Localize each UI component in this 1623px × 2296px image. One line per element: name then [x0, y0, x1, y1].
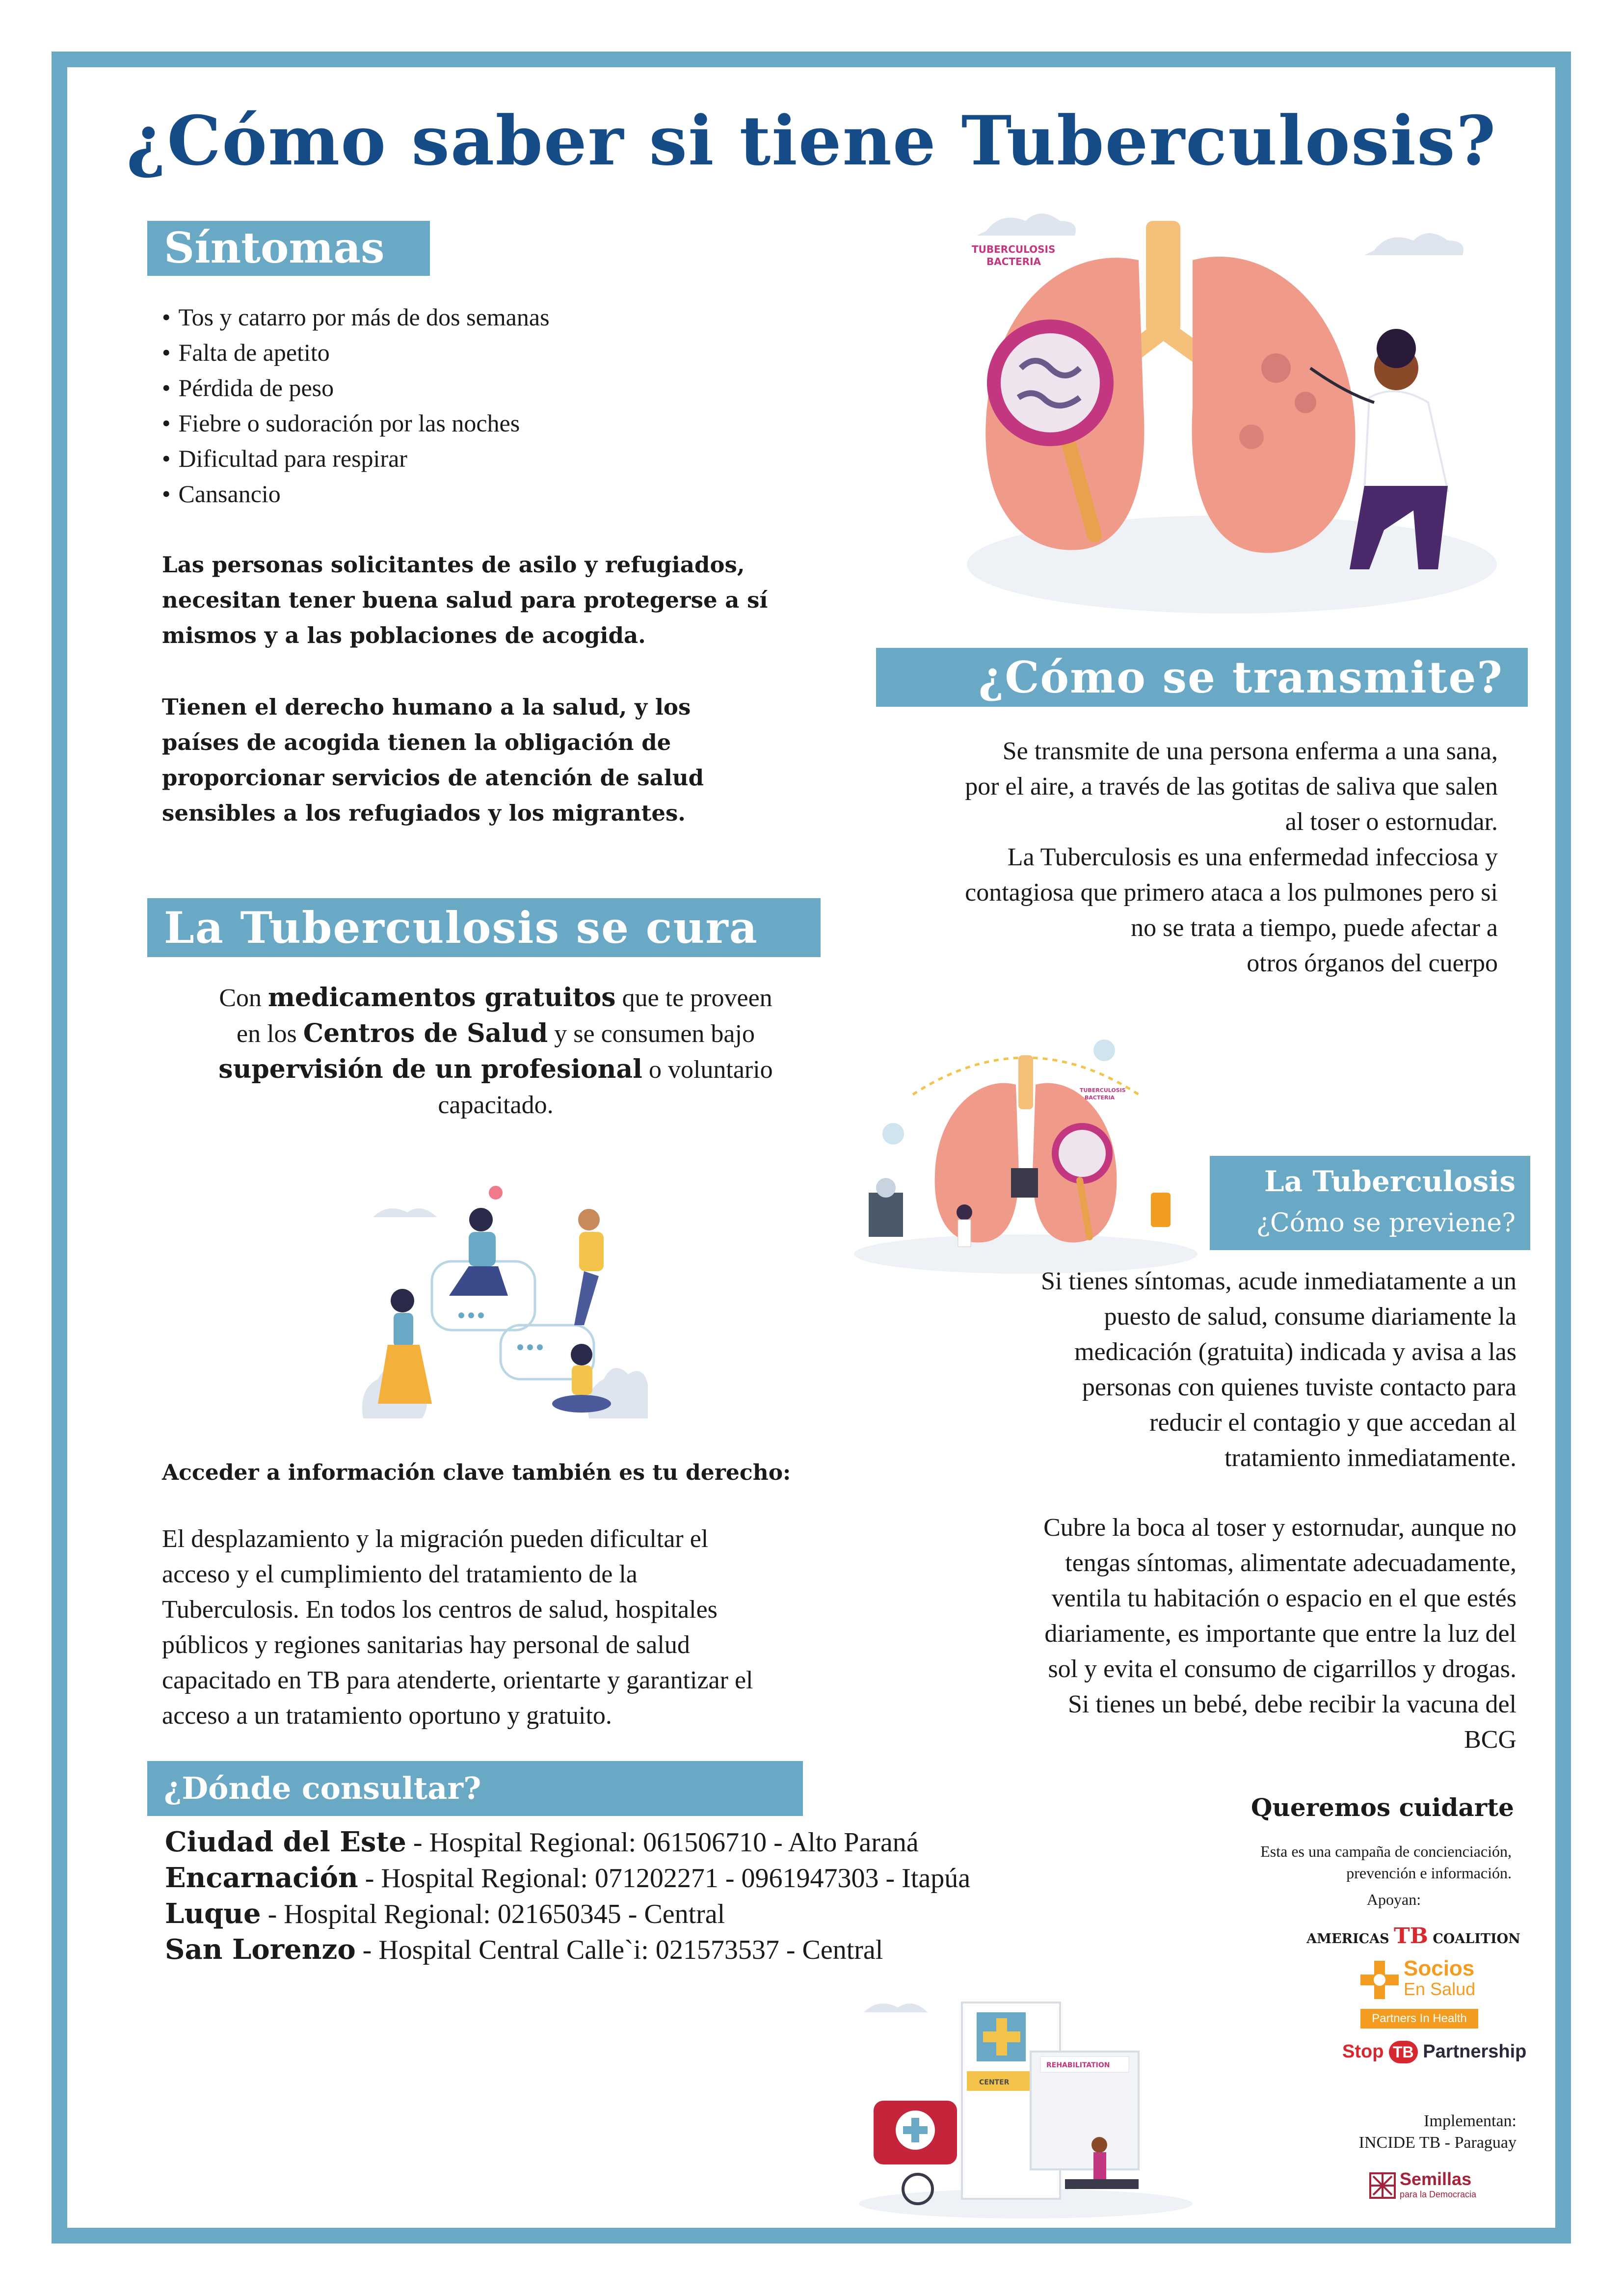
- previene-line: Si tienes síntomas, acude inmediatamente a un: [1041, 1267, 1517, 1295]
- previene-heading-1: La Tuberculosis: [1264, 1165, 1516, 1198]
- derecho-line: países de acogida tienen la obligación de: [162, 729, 671, 755]
- informacion-line: capacitado en TB para atenderte, orientarte y garantizar el: [162, 1666, 753, 1694]
- transmite-line: Se transmite de una persona enferma a una sana,: [1002, 737, 1498, 765]
- cura-line-4: capacitado.: [438, 1091, 554, 1119]
- cura-line-1: Con medicamentos gratuitos que te proveen: [219, 983, 772, 1013]
- derecho-line: Tienen el derecho humano a la salud, y los: [162, 694, 691, 720]
- previene-heading: [1210, 1156, 1530, 1250]
- people-chat-illustration: [353, 1183, 648, 1428]
- transmite-paragraph: [834, 734, 1498, 981]
- campana-text: [1129, 1841, 1512, 1884]
- cura-paragraph: [147, 980, 844, 1123]
- hospital-illustration: [854, 1983, 1197, 2218]
- transmite-heading-text: ¿Cómo se transmite?: [978, 652, 1503, 703]
- incide-label: INCIDE TB - Paraguay: [1358, 2134, 1517, 2152]
- lungs-doctor-illustration: [932, 191, 1507, 623]
- small-bacteria-label-1: TUBERCULOSIS: [1080, 1087, 1126, 1094]
- semillas-name: Semillas: [1400, 2169, 1472, 2189]
- previene-line: personas con quienes tuviste contacto para: [1082, 1373, 1517, 1401]
- informacion-line: acceso a un tratamiento oportuno y gratuito.: [162, 1702, 612, 1730]
- previene-line: tengas síntomas, alimentate adecuadamente,: [1065, 1549, 1517, 1577]
- socios-en-salud-logo: [1360, 1956, 1493, 2031]
- list-item: • Falta de apetito: [162, 335, 849, 370]
- previene-line: diariamente, es importante que entre la luz del: [1044, 1620, 1517, 1648]
- contact-row: Encarnación - Hospital Regional: 071202271 - 0961947303 - Itapúa: [165, 1862, 971, 1894]
- transmite-line: contagiosa que primero ataca a los pulmones pero si: [965, 879, 1498, 907]
- campana-line-2: prevención e información.: [1346, 1864, 1512, 1882]
- implementan-label: Implementan:: [1424, 2112, 1517, 2130]
- previene-heading-2: ¿Cómo se previene?: [1256, 1208, 1516, 1238]
- previene-line: medicación (gratuita) indicada y avisa a las: [1074, 1338, 1517, 1366]
- transmite-line: no se trata a tiempo, puede afectar a: [1131, 914, 1498, 942]
- sintomas-heading: [147, 221, 430, 276]
- contact-row: Ciudad del Este - Hospital Regional: 061506710 - Alto Paraná: [165, 1826, 919, 1858]
- campana-line-1: Esta es una campaña de concienciación,: [1260, 1842, 1512, 1860]
- asilo-line: mismos y a las poblaciones de acogida.: [162, 622, 646, 648]
- queremos-heading: Queremos cuidarte: [1251, 1793, 1514, 1822]
- socios-name-1: Socios: [1404, 1956, 1475, 1980]
- derecho-line: proporcionar servicios de atención de salud: [162, 765, 704, 791]
- semillas-icon: [1369, 2172, 1396, 2199]
- previene-line: Cubre la boca al toser y estornudar, aunque no: [1043, 1514, 1517, 1542]
- list-item: • Dificultad para respirar: [162, 441, 849, 476]
- previene-paragraph-1: [932, 1264, 1517, 1476]
- asilo-line: Las personas solicitantes de asilo y refugiados,: [162, 552, 745, 578]
- sign-center: CENTER: [979, 2079, 1010, 2086]
- stop-tb-badge: TB: [1389, 2041, 1418, 2063]
- small-bacteria-label-2: BACTERIA: [1085, 1095, 1115, 1101]
- list-item: • Fiebre o sudoración por las noches: [162, 405, 849, 441]
- informacion-line: El desplazamiento y la migración pueden dificultar el: [162, 1525, 709, 1553]
- contact-row: Luque - Hospital Regional: 021650345 - Central: [165, 1897, 725, 1930]
- apoyan-label: Apoyan:: [1366, 1891, 1421, 1908]
- lab-illustration: [849, 1031, 1202, 1276]
- derecho-paragraph: [162, 690, 898, 831]
- list-item: • Cansancio: [162, 476, 849, 511]
- asilo-line: necesitan tener buena salud para protegerse a sí: [162, 587, 768, 613]
- informacion-paragraph: [162, 1522, 874, 1734]
- consultar-heading: [147, 1761, 803, 1816]
- previene-line: puesto de salud, consume diariamente la: [1104, 1303, 1517, 1331]
- transmite-line: por el aire, a través de las gotitas de saliva que salen: [965, 773, 1498, 801]
- sintomas-heading-text: Síntomas: [164, 223, 385, 273]
- informacion-line: públicos y regiones sanitarias hay personal de salud: [162, 1631, 690, 1659]
- semillas-tagline: para la Democracia: [1400, 2189, 1477, 2199]
- stop-tb-partnership-logo: Stop TB Partnership: [1342, 2037, 1509, 2066]
- socios-partners-bar: Partners In Health: [1360, 2009, 1478, 2029]
- bacteria-label-1: TUBERCULOSIS: [972, 243, 1056, 255]
- list-item: • Tos y catarro por más de dos semanas: [162, 299, 849, 335]
- contact-row: San Lorenzo - Hospital Central Calle`i: 021573537 - Central: [165, 1933, 883, 1966]
- previene-line: tratamiento inmediatamente.: [1224, 1444, 1517, 1472]
- previene-line: BCG: [1464, 1726, 1517, 1754]
- socios-name-2: En Salud: [1404, 1979, 1476, 1999]
- cura-line-3: supervisión de un profesional o voluntario: [218, 1054, 773, 1084]
- transmite-line: La Tuberculosis es una enfermedad infecciosa y: [1007, 843, 1498, 871]
- derecho-line: sensibles a los refugiados y los migrantes.: [162, 800, 686, 826]
- informacion-line: acceso y el cumplimiento del tratamiento de la: [162, 1560, 638, 1588]
- contacts-list: [165, 1824, 999, 1968]
- semillas-logo: [1369, 2169, 1497, 2204]
- transmite-line: otros órganos del cuerpo: [1247, 949, 1498, 977]
- transmite-line: al toser o estornudar.: [1285, 808, 1498, 836]
- informacion-heading: Acceder a información clave también es tu derecho:: [162, 1460, 791, 1485]
- previene-line: sol y evita el consumo de cigarrillos y drogas.: [1048, 1655, 1517, 1683]
- page-title: ¿Cómo saber si tiene Tuberculosis?: [126, 101, 1497, 181]
- bacteria-label-2: BACTERIA: [986, 256, 1041, 267]
- previene-line: reducir el contagio y que accedan al: [1149, 1409, 1517, 1437]
- sintomas-list: [162, 299, 849, 511]
- informacion-line: Tuberculosis. En todos los centros de salud, hospitales: [162, 1596, 718, 1624]
- sign-rehab: REHABILITATION: [1046, 2061, 1110, 2069]
- previene-paragraph-2: [932, 1510, 1517, 1758]
- asilo-paragraph: [162, 547, 898, 653]
- cura-heading-text: La Tuberculosis se cura: [164, 902, 758, 953]
- socios-cross-icon: [1360, 1961, 1399, 1999]
- previene-line: Si tienes un bebé, debe recibir la vacuna del: [1068, 1690, 1517, 1718]
- cura-heading: [147, 898, 821, 957]
- list-item: • Pérdida de peso: [162, 370, 849, 405]
- cura-line-2: en los Centros de Salud y se consumen bajo: [237, 1018, 755, 1048]
- consultar-heading-text: ¿Dónde consultar?: [164, 1770, 481, 1806]
- previene-line: ventila tu habitación o espacio en el que estés: [1051, 1584, 1517, 1612]
- americas-tb-coalition-logo: AMERICAS TB COALITION: [1306, 1923, 1520, 1949]
- transmite-heading: [876, 648, 1528, 707]
- implementan-text: [1276, 2110, 1517, 2154]
